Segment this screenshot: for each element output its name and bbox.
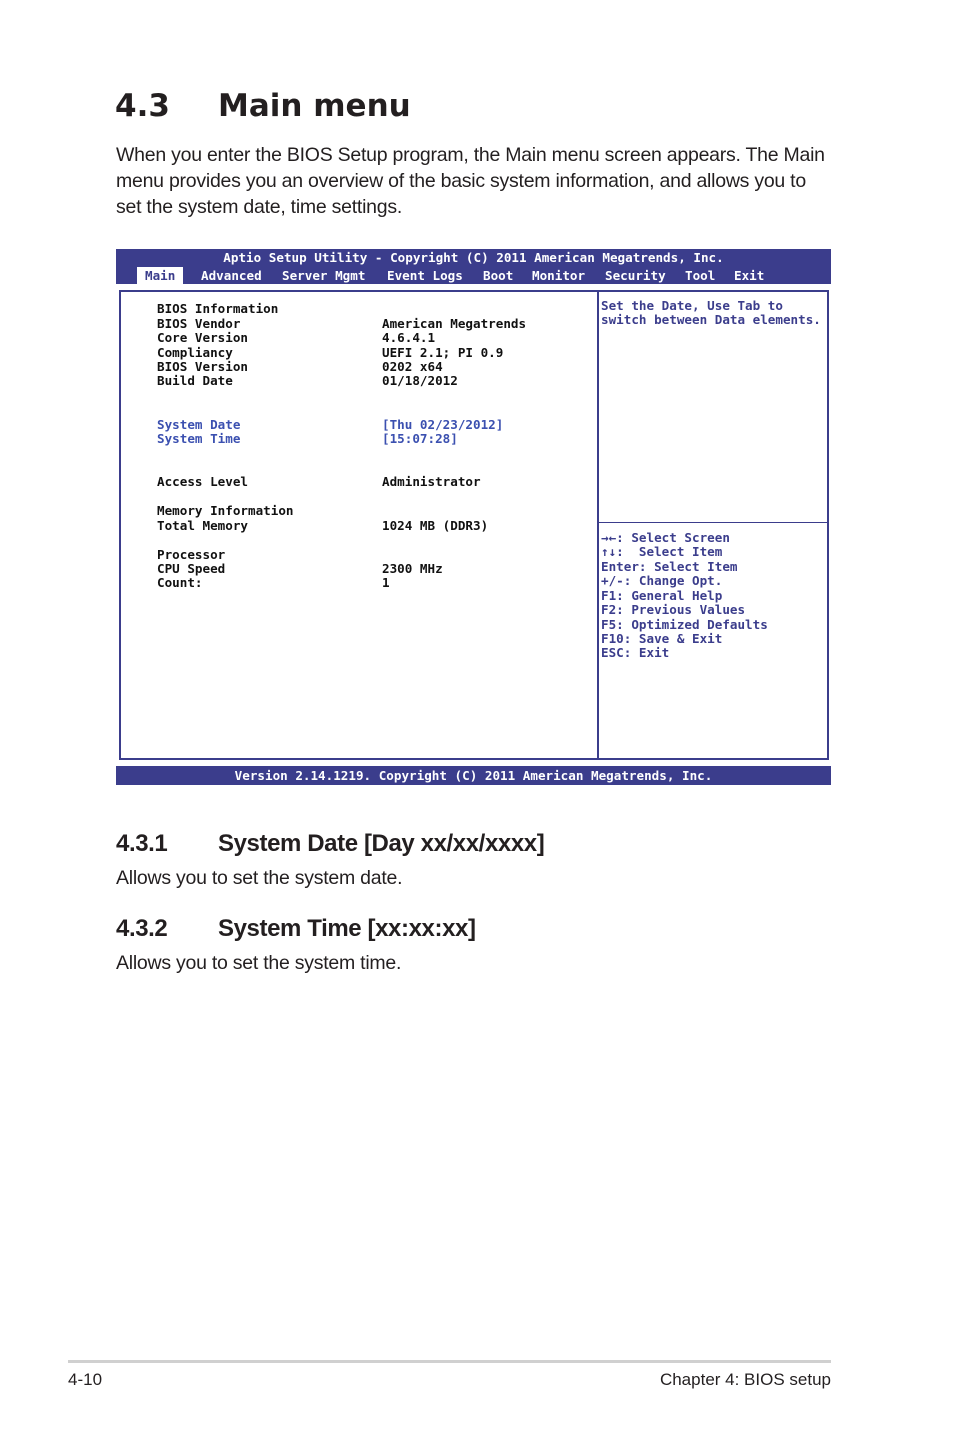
core-version-row: Core Version 4.6.4.1 (157, 330, 436, 345)
footer-rule (68, 1360, 831, 1363)
tab-security[interactable]: Security (605, 268, 666, 283)
cpu-speed-row: CPU Speed 2300 MHz (157, 561, 443, 576)
tab-monitor[interactable]: Monitor (532, 268, 586, 283)
system-time-description: Allows you to set the system time. (116, 952, 402, 974)
compliancy-row: Compliancy UEFI 2.1; PI 0.9 (157, 345, 504, 360)
bios-version-row: BIOS Version 0202 x64 (157, 359, 443, 374)
bios-main-panel (119, 290, 829, 760)
key-legend-item: →←: Select Screen (601, 530, 730, 545)
total-memory-row: Total Memory 1024 MB (DDR3) (157, 518, 489, 533)
section-title (115, 86, 411, 126)
bios-screenshot (116, 249, 831, 785)
section-number: 4.3 (115, 88, 170, 124)
section-title-text: Main menu (218, 88, 411, 124)
intro-paragraph: When you enter the BIOS Setup program, the Main menu screen appears. The Main menu provides you an overview of the basic system information, and allows you to set the system date, time settings. (116, 144, 825, 218)
count-row: Count: 1 (157, 575, 390, 590)
tab-server-mgmt[interactable]: Server Mgmt (282, 268, 366, 283)
key-legend-item: ↑↓: Select Item (601, 544, 723, 559)
system-date-row[interactable]: System Date [Thu 02/23/2012] (157, 417, 504, 432)
chapter-label: Chapter 4: BIOS setup (659, 1370, 831, 1389)
processor-heading: Processor (157, 547, 226, 562)
memory-info-heading: Memory Information (157, 503, 294, 518)
key-legend-item: ESC: Exit (601, 645, 670, 660)
bios-info-heading: BIOS Information (157, 301, 279, 316)
key-legend-item: F10: Save & Exit (601, 631, 723, 646)
page-number: 4-10 (68, 1370, 103, 1389)
tab-event-logs[interactable]: Event Logs (387, 268, 463, 283)
key-legend-item: F2: Previous Values (601, 602, 746, 617)
bios-tab-bar (116, 267, 831, 284)
tab-tool[interactable]: Tool (685, 268, 716, 283)
bios-header-copyright: Aptio Setup Utility - Copyright (C) 2011 American Megatrends, Inc. (223, 250, 724, 265)
key-legend-item: Enter: Select Item (601, 559, 738, 574)
bios-help-divider (599, 522, 827, 523)
key-legend-item: +/-: Change Opt. (601, 573, 723, 588)
build-date-row: Build Date 01/18/2012 (157, 373, 458, 388)
access-level-row: Access Level Administrator (157, 474, 481, 489)
tab-exit[interactable]: Exit (734, 268, 765, 283)
key-legend-item: F1: General Help (601, 588, 723, 603)
system-date-description: Allows you to set the system date. (116, 867, 403, 889)
tab-advanced[interactable]: Advanced (201, 268, 262, 283)
tab-main[interactable]: Main (137, 267, 183, 284)
subsection-heading-system-date: 4.3.1 System Date [Day xx/xx/xxxx] (116, 830, 545, 857)
bios-header-bar (116, 249, 831, 284)
bios-vendor-row: BIOS Vendor American Megatrends (157, 316, 527, 331)
bios-panel-divider (597, 292, 599, 758)
help-text-line: switch between Data elements. (601, 312, 821, 327)
help-text-line: Set the Date, Use Tab to (601, 298, 783, 313)
key-legend-item: F5: Optimized Defaults (601, 617, 768, 632)
tab-boot[interactable]: Boot (483, 268, 514, 283)
system-time-row[interactable]: System Time [15:07:28] (157, 431, 458, 446)
subsection-heading-system-time: 4.3.2 System Time [xx:xx:xx] (116, 915, 476, 942)
bios-footer-version: Version 2.14.1219. Copyright (C) 2011 American Megatrends, Inc. (116, 766, 831, 785)
